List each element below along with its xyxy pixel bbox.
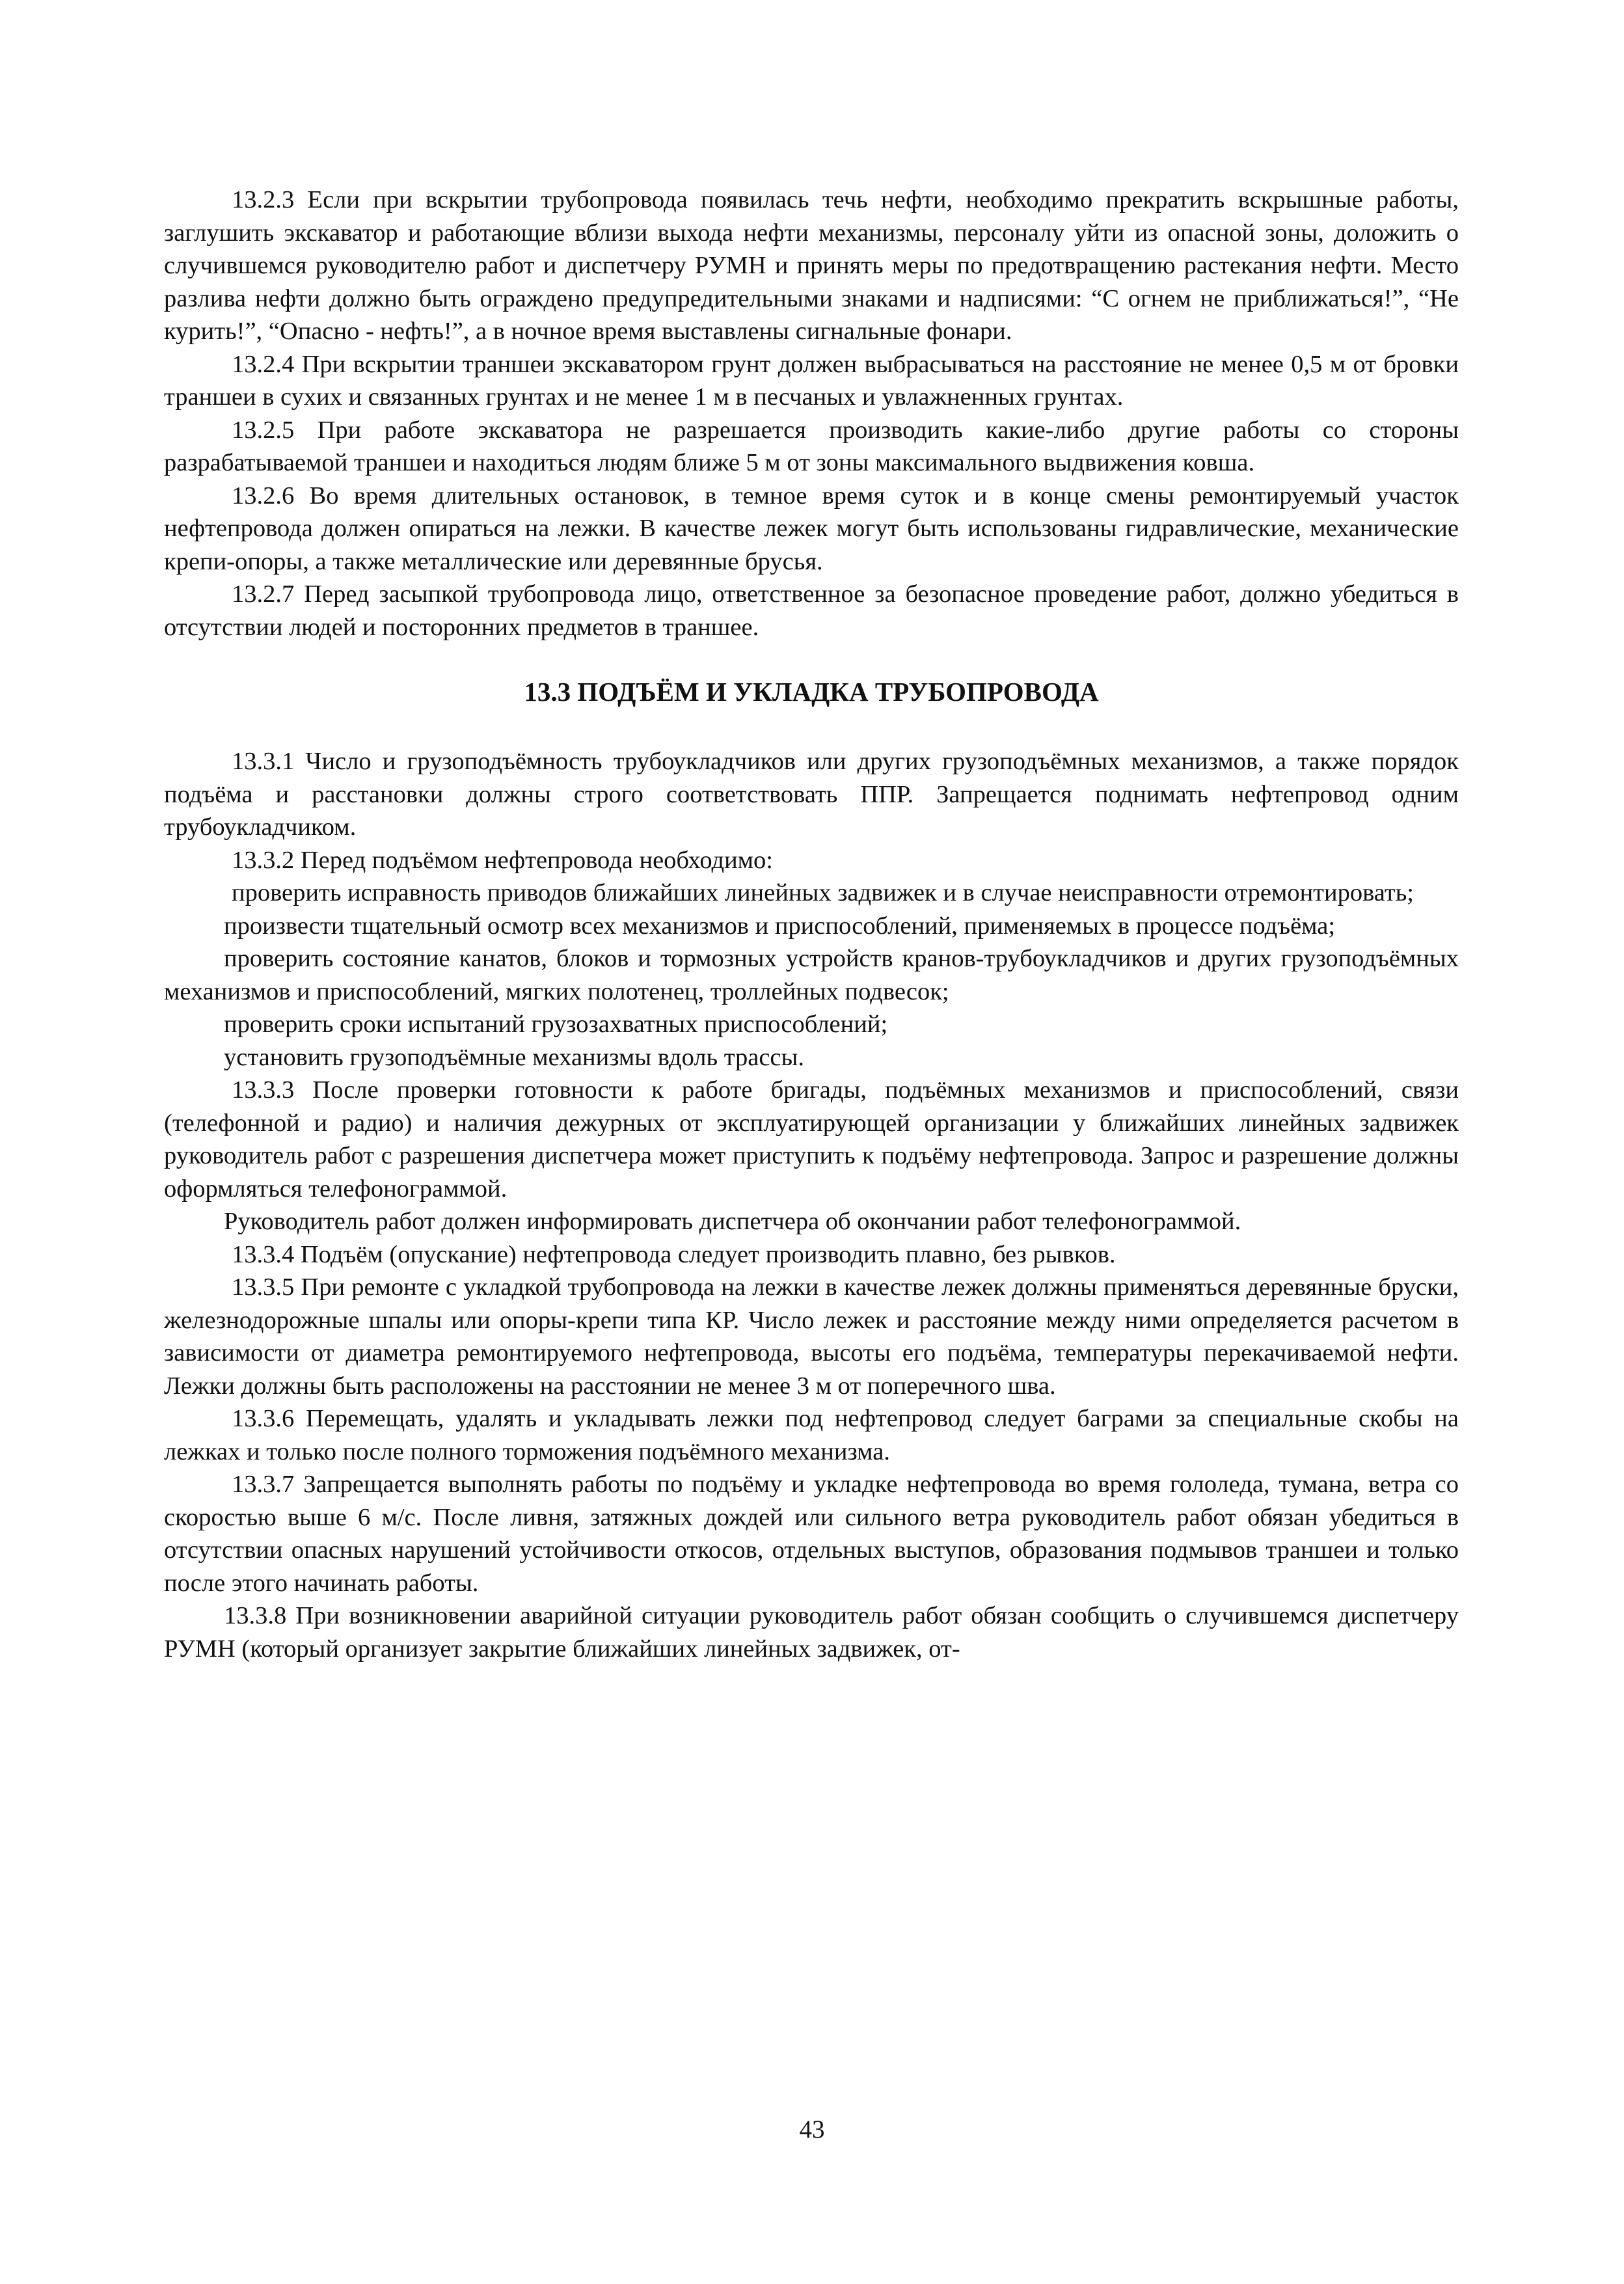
paragraph-13-3-4: 13.3.4 Подъём (опускание) нефтепровода следует производить плавно, без рывков. (232, 1240, 1116, 1268)
paragraph-13-2-3: 13.2.3 Если при вскрытии трубопровода появилась течь нефти, необходимо прекратить вскрышные работы, заглушить экскаватор и работающие вблизи выхода нефти механизмы, персоналу уйти из опасной зоны, доложить о случившемся руководителю работ и диспетчеру РУМН и принять меры по предотвращению растекания нефти. Место разлива нефти должно быть ограждено предупредительными знаками и надписями: “С огнем не приближаться!”, “Не курить!”, “Опасно - нефть!”, а в ночное время выставлены сигнальные фонари. (164, 186, 1459, 345)
paragraph-13-3-7: 13.3.7 Запрещается выполнять работы по подъёму и укладке нефтепровода во время гололеда, тумана, ветра со скоростью выше 6 м/с. После ливня, затяжных дождей или сильного ветра руководитель работ обязан убедиться в отсутствии опасных нарушений устойчивости откосов, отдельных выступов, образования подмывов траншеи и только после этого начинать работы. (164, 1471, 1459, 1597)
section-heading-13-3: 13.3 ПОДЪЁМ И УКЛАДКА ТРУБОПРОВОДА (524, 677, 1099, 707)
list-item-check-drives: проверить исправность приводов ближайших линейных задвижек и в случае неисправности отремонтировать; (232, 879, 1414, 906)
list-item-check-tests: проверить сроки испытаний грузозахватных приспособлений; (224, 1011, 888, 1038)
paragraph-13-2-6: 13.2.6 Во время длительных остановок, в темное время суток и в конце смены ремонтируемый участок нефтепровода должен опираться на лежки. В качестве лежек могут быть использованы гидравлические, механические крепи-опоры, а также металлические или деревянные брусья. (164, 482, 1459, 575)
paragraph-13-3-5: 13.3.5 При ремонте с укладкой трубопровода на лежки в качестве лежек должны применяться деревянные бруски, железнодорожные шпалы или опоры-крепи типа КР. Число лежек и расстояние между ними определяется расчетом в зависимости от диаметра ремонтируемого нефтепровода, высоты его подъёма, температуры перекачиваемой нефти. Лежки должны быть расположены на расстоянии не менее 3 м от поперечного шва. (164, 1273, 1459, 1400)
list-item-install-mechanisms: установить грузоподъёмные механизмы вдоль трассы. (224, 1043, 805, 1071)
paragraph-13-2-4: 13.2.4 При вскрытии траншеи экскаватором грунт должен выбрасываться на расстояние не менее 0,5 м от бровки траншеи в сухих и связанных грунтах и не менее 1 м в песчаных и увлажненных грунтах. (164, 350, 1459, 411)
paragraph-13-2-5: 13.2.5 При работе экскаватора не разрешается производить какие-либо другие работы со стороны разрабатываемой траншеи и находиться людям ближе 5 м от зоны максимального выдвижения ковша. (164, 416, 1459, 476)
list-item-check-ropes: проверить состояние канатов, блоков и тормозных устройств кранов-трубоукладчиков и других грузоподъёмных механизмов и приспособлений, мягких полотенец, троллейных подвесок; (164, 945, 1459, 1005)
document-page (164, 184, 1459, 1665)
paragraph-13-3-3: 13.3.3 После проверки готовности к работе бригады, подъёмных механизмов и приспособлений, связи (телефонной и радио) и наличия дежурных от эксплуатирующей организации у ближайших линейных задвижек руководитель работ с разрешения диспетчера может приступить к подъёму нефтепровода. Запрос и разрешение должны оформляться телефонограммой. (164, 1076, 1459, 1203)
page-number: 43 (799, 2115, 825, 2143)
paragraph-13-2-7: 13.2.7 Перед засыпкой трубопровода лицо, ответственное за безопасное проведение работ, должно убедиться в отсутствии людей и посторонних предметов в траншее. (164, 580, 1459, 641)
paragraph-13-3-2: 13.3.2 Перед подъёмом нефтепровода необходимо: (232, 846, 773, 874)
list-item-inspect-mechanisms: произвести тщательный осмотр всех механизмов и приспособлений, применяемых в процессе подъёма; (224, 912, 1336, 940)
paragraph-13-3-6: 13.3.6 Перемещать, удалять и укладывать лежки под нефтепровод следует баграми за специальные скобы на лежках и только после полного торможения подъёмного механизма. (164, 1405, 1459, 1465)
paragraph-13-3-1: 13.3.1 Число и грузоподъёмность трубоукладчиков или других грузоподъёмных механизмов, а также порядок подъёма и расстановки должны строго соответствовать ППР. Запрещается поднимать нефтепровод одним трубоукладчиком. (164, 748, 1459, 841)
paragraph-13-3-8: 13.3.8 При возникновении аварийной ситуации руководитель работ обязан сообщить о случившемся диспетчеру РУМН (который организует закрытие ближайших линейных задвижек, от- (164, 1602, 1459, 1663)
paragraph-inform-dispatcher: Руководитель работ должен информировать диспетчера об окончании работ телефонограммой. (224, 1208, 1241, 1235)
